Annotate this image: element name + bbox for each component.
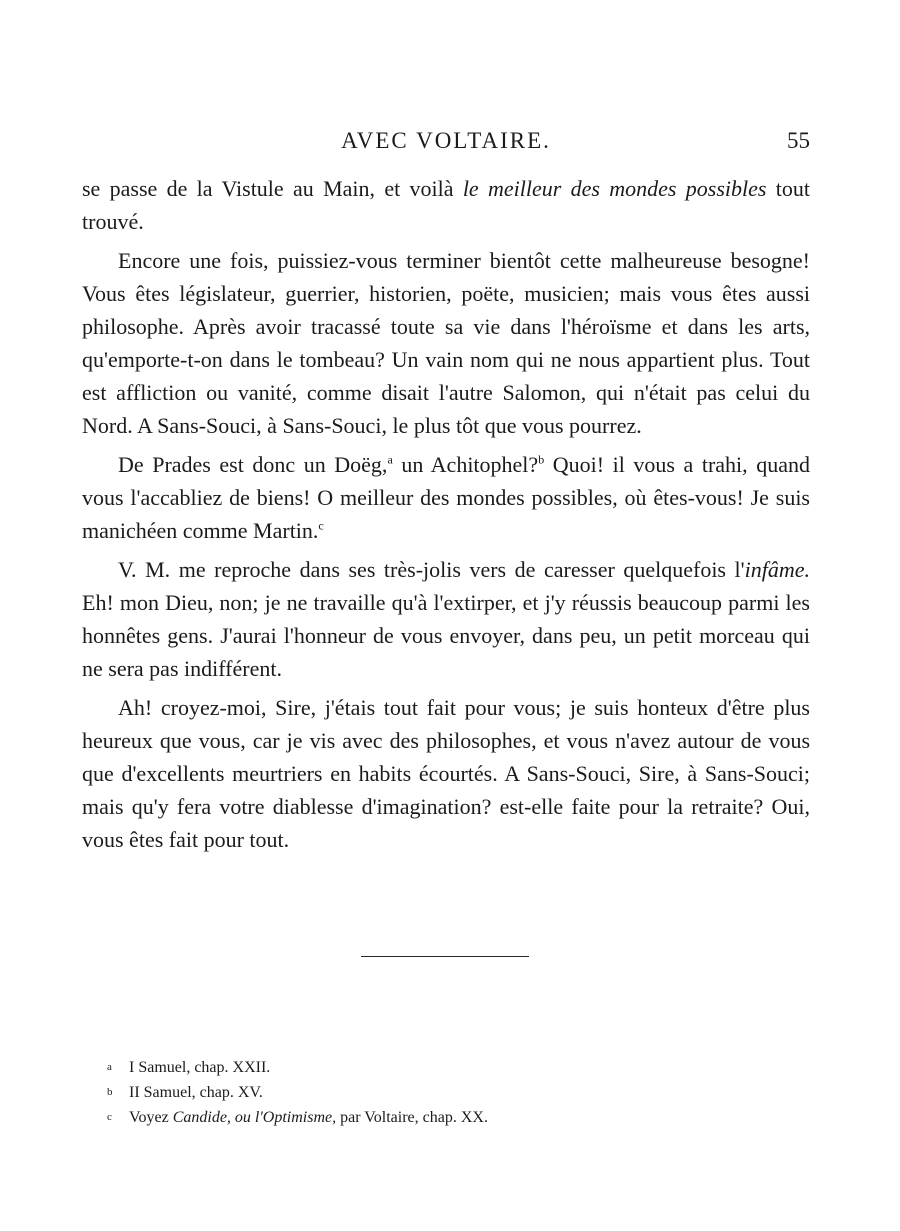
text-run: par Voltaire, chap. XX. — [336, 1109, 488, 1126]
page-number: 55 — [787, 128, 810, 153]
paragraph-2 — [82, 244, 810, 442]
footnote-reference: a — [387, 452, 393, 467]
footnotes — [107, 1055, 807, 1130]
footnote-b — [107, 1080, 807, 1105]
paragraph-4 — [82, 553, 810, 685]
text-run: tout trouvé. — [82, 176, 811, 234]
running-title: AVEC VOLTAIRE. — [341, 128, 551, 153]
text-run: Quoi! il vous a trahi, quand vous l'accabliez de biens! O meilleur des mondes possibles, où êtes-vous! Je suis manichéen comme Martin. — [82, 452, 810, 543]
text-run: Voyez — [129, 1109, 173, 1126]
footnote-a — [107, 1055, 807, 1080]
paragraph-5 — [82, 691, 810, 856]
text-run: Encore une fois, puissiez-vous terminer bientôt cette malheureuse besogne! Vous êtes législateur, guerrier, historien, poëte, musicien; mais vous êtes aussi philosophe. Après avoir tracassé toute sa vie dans l'héroïsme et dans les arts, qu'emporte-t-on dans le tombeau? Un vain nom qui ne nous appartient plus. Tout est affliction ou vanité, comme disait l'autre Salomon, qui n'était pas celui du Nord. A Sans-Souci, à Sans-Souci, le plus tôt que vous pourrez. — [82, 248, 810, 438]
footnote-text — [129, 1084, 263, 1101]
italic-text: le meilleur des mondes possibles — [462, 176, 767, 201]
footnote-c — [107, 1105, 807, 1130]
italic-text: Candide, ou l'Optimisme, — [172, 1109, 337, 1126]
footnote-text — [129, 1109, 488, 1126]
body-text — [82, 172, 810, 862]
text-run: un Achitophel? — [392, 452, 539, 477]
footnote-reference: b — [538, 452, 545, 467]
paragraph-3 — [82, 448, 810, 547]
text-run: De Prades est donc un Doëg, — [118, 452, 388, 477]
footnote-mark: a — [107, 1061, 112, 1073]
footnote-mark: c — [107, 1111, 112, 1123]
italic-text: infâme. — [744, 557, 810, 582]
text-run: se passe de la Vistule au Main, et voilà — [82, 176, 463, 201]
paragraph-1 — [82, 172, 810, 238]
text-run: Eh! mon Dieu, non; je ne travaille qu'à l'extirper, et j'y réussis beaucoup parmi les honnêtes gens. J'aurai l'honneur de vous envoyer, dans peu, un petit morceau qui ne sera pas indifférent. — [82, 590, 810, 681]
footnote-separator-rule — [361, 956, 529, 957]
running-head — [82, 126, 810, 162]
text-run: V. M. me reproche dans ses très-jolis vers de caresser quelquefois l' — [118, 557, 745, 582]
footnote-text — [129, 1059, 270, 1076]
footnote-reference: c — [318, 518, 324, 533]
text-run: I Samuel, chap. XXII. — [129, 1059, 271, 1076]
text-run: II Samuel, chap. XV. — [129, 1084, 263, 1101]
text-run: Ah! croyez-moi, Sire, j'étais tout fait pour vous; je suis honteux d'être plus heureux que vous, car je vis avec des philosophes, et vous n'avez autour de vous que d'excellents meurtriers en habits écourtés. A Sans-Souci, Sire, à Sans-Souci; mais qu'y fera votre diablesse d'imagination? est-elle faite pour la retraite? Oui, vous êtes fait pour tout. — [82, 695, 810, 852]
footnote-mark: b — [107, 1086, 113, 1098]
